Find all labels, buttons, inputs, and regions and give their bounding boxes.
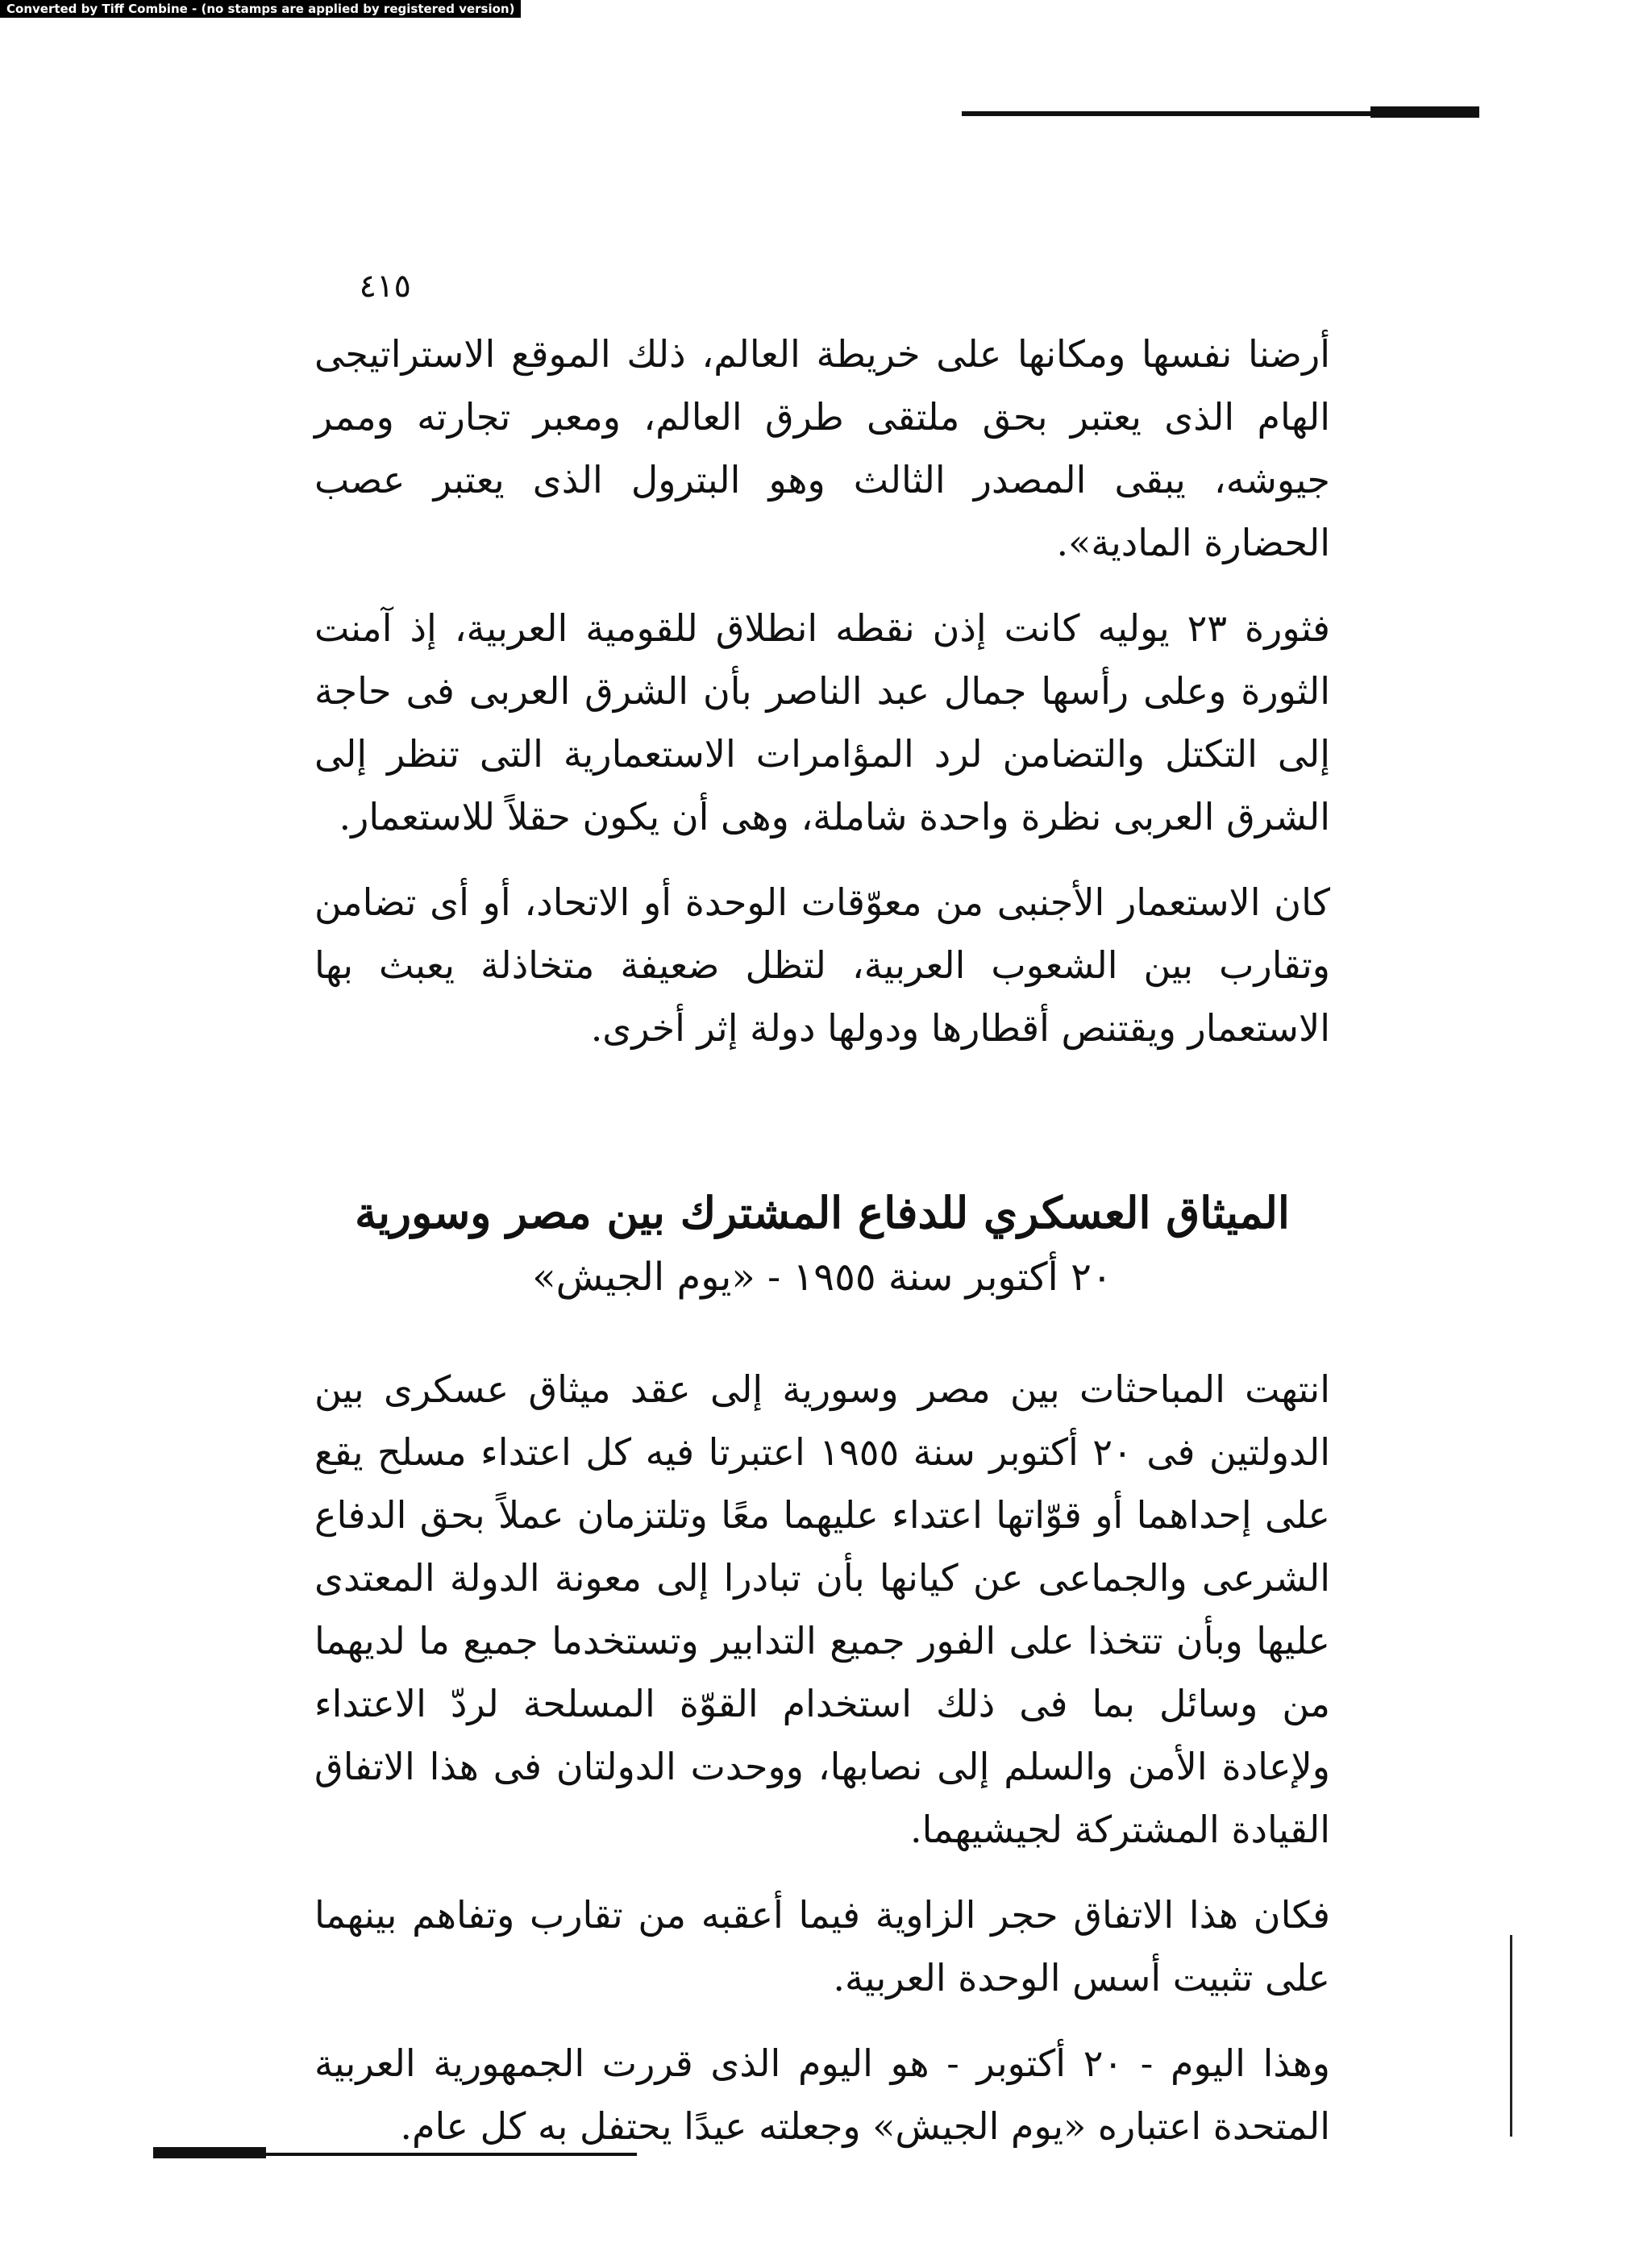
- converter-banner: Converted by Tiff Combine - (no stamps are applied by registered version): [0, 0, 521, 18]
- paragraph: وهذا اليوم - ٢٠ أكتوبر - هو اليوم الذى قررت الجمهورية العربية المتحدة اعتباره «يوم الجيش» وجعلته عيدًا يحتفل به كل عام.: [314, 2041, 1330, 2148]
- top-rule-thick-end: [1370, 106, 1479, 118]
- margin-mark: [1510, 1935, 1512, 2137]
- page-body: [314, 323, 1330, 2180]
- section-heading: الميثاق العسكري للدفاع المشترك بين مصر وسورية: [355, 1187, 1290, 1238]
- page-number: ٤١٥: [359, 268, 411, 305]
- paragraph: فكان هذا الاتفاق حجر الزاوية فيما أعقبه من تقارب وتفاهم بينهما على تثبيت أسس الوحدة العربية.: [314, 1893, 1330, 2000]
- paragraph: فثورة ٢٣ يوليه كانت إذن نقطه انطلاق للقومية العربية، إذ آمنت الثورة وعلى رأسها جمال عبد الناصر بأن الشرق العربى فى حاجة إلى التكتل والتضامن لرد المؤامرات الاستعمارية التى تنظر إلى الشرق العربى نظرة واحدة شاملة، وهى أن يكون حقلاً للاستعمار.: [314, 606, 1330, 839]
- section-subheading: ٢٠ أكتوبر سنة ١٩٥٥ - «يوم الجيش»: [532, 1255, 1112, 1300]
- bottom-rule-thick-end: [153, 2147, 266, 2158]
- paragraph: كان الاستعمار الأجنبى من معوّقات الوحدة أو الاتحاد، أو أى تضامن وتقارب بين الشعوب العربية، لتظل ضعيفة متخاذلة يعبث بها الاستعمار ويقتنص أقطارها ودولها دولة إثر أخرى.: [314, 880, 1330, 1050]
- paragraph: انتهت المباحثات بين مصر وسورية إلى عقد ميثاق عسكرى بين الدولتين فى ٢٠ أكتوبر سنة ١٩٥٥ اعتبرتا فيه كل اعتداء مسلح يقع على إحداهما أو قوّاتها اعتداء عليهما معًا وتلتزمان عملاً بحق الدفاع الشرعى والجماعى عن كيانها بأن تبادرا إلى معونة الدولة المعتدى عليها وبأن تتخذا على الفور جميع التدابير وتستخدما جميع ما لديهما من وسائل بما فى ذلك استخدام القوّة المسلحة لردّ الاعتداء ولإعادة الأمن والسلم إلى نصابها، ووحدت الدولتان فى هذا الاتفاق القيادة المشتركة لجيشيهما.: [314, 1367, 1330, 1851]
- paragraph: أرضنا نفسها ومكانها على خريطة العالم، ذلك الموقع الاستراتيجى الهام الذى يعتبر بحق ملتقى طرق العالم، ومعبر تجارته وممر جيوشه، يبقى المصدر الثالث وهو البترول الذى يعتبر عصب الحضارة المادية».: [314, 332, 1330, 564]
